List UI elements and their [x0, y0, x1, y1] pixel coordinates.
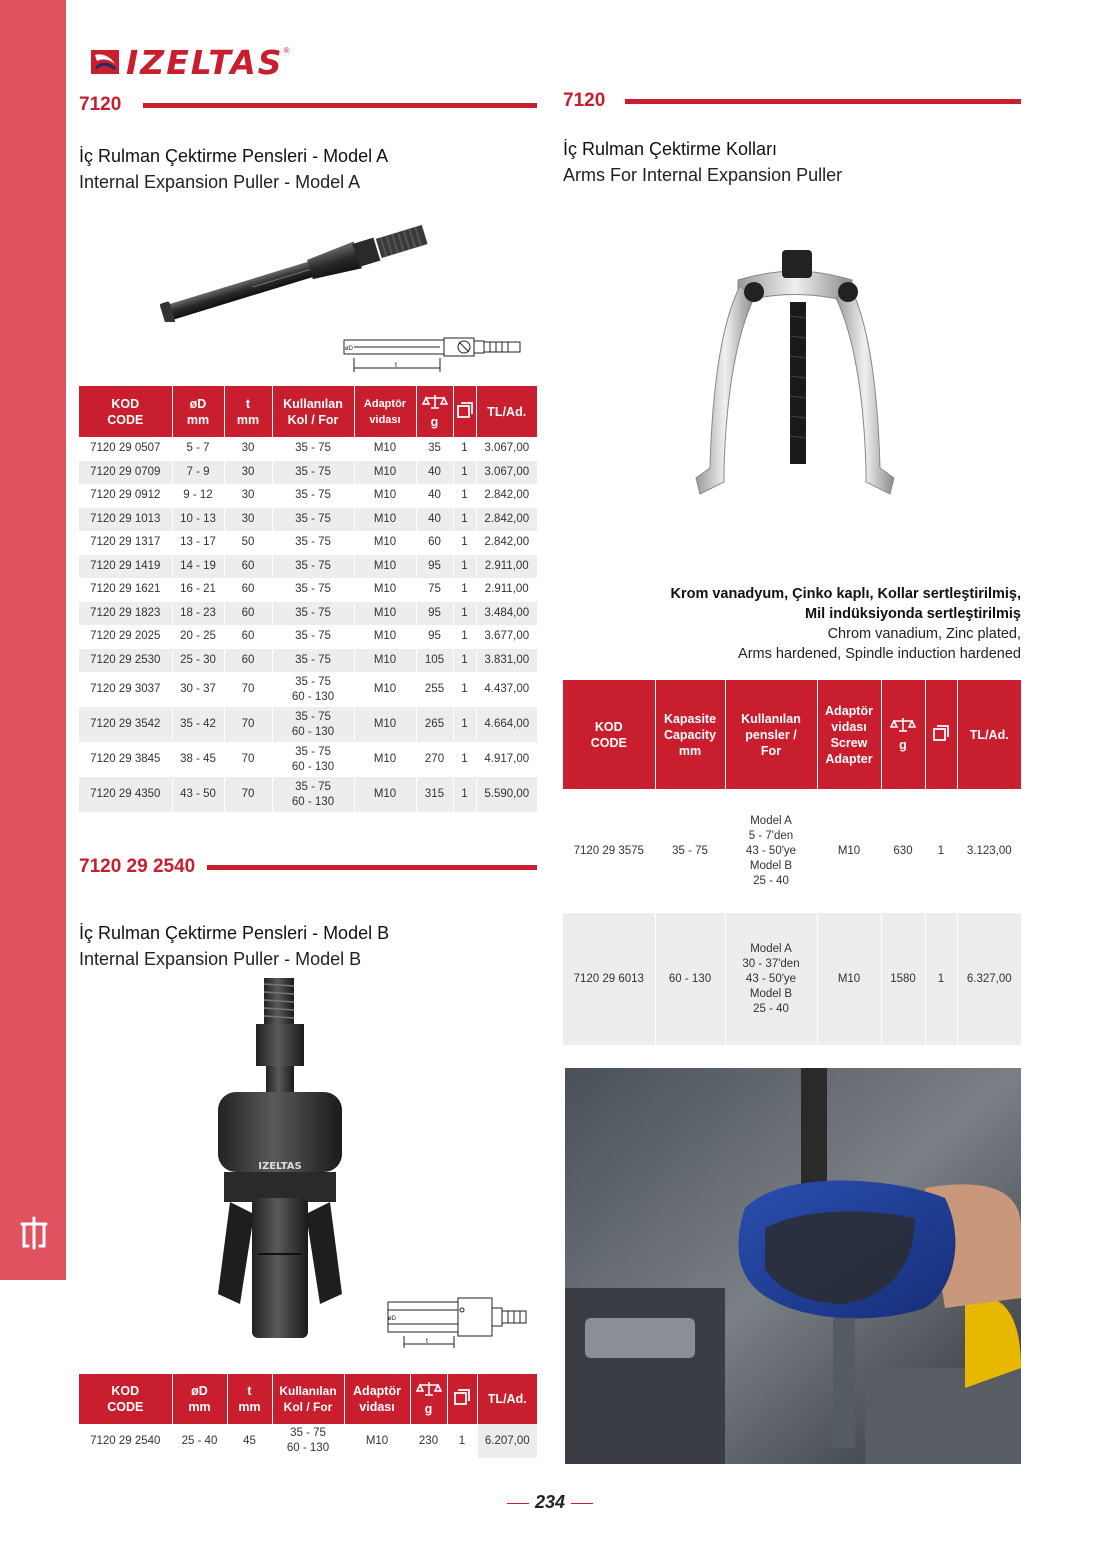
cell-od: 13 - 17: [172, 531, 224, 555]
cell-adapter: M10: [354, 742, 416, 777]
col-od: øD mm: [172, 386, 224, 437]
cell-price: 2.911,00: [476, 555, 537, 579]
col-t: t mm: [224, 386, 272, 437]
cell-code: 7120 29 1823: [79, 602, 172, 626]
cell-weight: 40: [416, 461, 453, 485]
cell-od: 25 - 30: [172, 649, 224, 673]
title-en: Arms For Internal Expansion Puller: [563, 165, 843, 185]
cell-qty: 1: [453, 461, 476, 485]
cell-adapter: M10: [354, 531, 416, 555]
cell-price: 3.067,00: [476, 437, 537, 461]
cell-weight: 255: [416, 672, 453, 707]
cell-od: 10 - 13: [172, 508, 224, 532]
page-number: [0, 1492, 1100, 1513]
table-header-row: [79, 386, 537, 437]
cell-code: 7120 29 0912: [79, 484, 172, 508]
cell-capacity: 60 - 130: [655, 913, 725, 1045]
table-row: [79, 484, 537, 508]
col-kol: Kullanılan Kol / For: [272, 386, 354, 437]
table-row: [79, 508, 537, 532]
table-row: [79, 707, 537, 742]
cell-qty: 1: [453, 742, 476, 777]
cell-qty: 1: [447, 1424, 477, 1458]
cell-adapter: M10: [354, 707, 416, 742]
cell-od: 43 - 50: [172, 777, 224, 812]
cell-weight: 105: [416, 649, 453, 673]
col-qty: [447, 1374, 477, 1424]
table-header-row: [563, 680, 1021, 789]
cell-price: 3.484,00: [476, 602, 537, 626]
table-row: [79, 578, 537, 602]
table-row: [79, 555, 537, 579]
cell-qty: 1: [453, 508, 476, 532]
cell-code: 7120 29 1419: [79, 555, 172, 579]
cell-price: 6.327,00: [957, 913, 1021, 1045]
table-row: [79, 777, 537, 812]
cell-adapter: M10: [354, 672, 416, 707]
col-capacity: Kapasite Capacity mm: [655, 680, 725, 789]
cell-price: 4.664,00: [476, 707, 537, 742]
cell-code: 7120 29 1621: [79, 578, 172, 602]
cell-t: 60: [224, 602, 272, 626]
table-row: [79, 1424, 537, 1458]
cell-price: 3.831,00: [476, 649, 537, 673]
dim-d-label: øD: [388, 1316, 396, 1322]
cell-od: 38 - 45: [172, 742, 224, 777]
col-weight: g: [881, 680, 925, 789]
cell-od: 30 - 37: [172, 672, 224, 707]
cell-kol: 35 - 75: [272, 484, 354, 508]
cell-t: 60: [224, 578, 272, 602]
title-tr: İç Rulman Çektirme Pensleri - Model B: [79, 923, 390, 943]
col-qty: [453, 386, 476, 437]
col-weight: g: [416, 386, 453, 437]
section-header-arms: [563, 90, 1021, 112]
table-row: [79, 437, 537, 461]
section-rule: [625, 99, 1021, 104]
cell-weight: 75: [416, 578, 453, 602]
table-row: [563, 789, 1021, 913]
scale-icon: [416, 1381, 442, 1397]
cell-t: 30: [224, 437, 272, 461]
section-code: 7120: [563, 90, 606, 111]
col-price: TL/Ad.: [477, 1374, 537, 1424]
cell-weight: 40: [416, 508, 453, 532]
cell-code: 7120 29 2540: [79, 1424, 172, 1458]
col-od: øD mm: [172, 1374, 227, 1424]
cell-kol: 35 - 75 60 - 130: [272, 707, 354, 742]
model-a-spec-table: [79, 386, 537, 812]
cell-adapter: M10: [354, 578, 416, 602]
cell-weight: 35: [416, 437, 453, 461]
table-row: [79, 625, 537, 649]
cell-kol: 35 - 75: [272, 555, 354, 579]
model-b-spec-table: [79, 1374, 537, 1458]
cell-code: 7120 29 1317: [79, 531, 172, 555]
box-icon: [932, 724, 950, 742]
cell-t: 30: [224, 461, 272, 485]
table-header-row: [79, 1374, 537, 1424]
col-adapter: Adaptör vidası: [344, 1374, 410, 1424]
brand-logo: [88, 44, 358, 80]
cell-t: 60: [224, 649, 272, 673]
cell-weight: 95: [416, 602, 453, 626]
cell-weight: 630: [881, 789, 925, 913]
cell-kol: 35 - 75 60 - 130: [272, 1424, 344, 1458]
cell-code: 7120 29 1013: [79, 508, 172, 532]
cell-price: 3.067,00: [476, 461, 537, 485]
brand-registered: ®: [283, 46, 290, 55]
dim-d-label: øD: [345, 346, 353, 352]
table-row: [563, 913, 1021, 1045]
cell-code: 7120 29 4350: [79, 777, 172, 812]
model-a-dimension-drawing: [340, 330, 526, 374]
cell-price: 2.842,00: [476, 508, 537, 532]
table-row: [79, 742, 537, 777]
cell-t: 70: [224, 742, 272, 777]
side-color-bar: [0, 0, 66, 1280]
cell-adapter: M10: [354, 555, 416, 579]
col-kol: Kullanılan Kol / For: [272, 1374, 344, 1424]
cell-weight: 95: [416, 625, 453, 649]
cell-code: 7120 29 2025: [79, 625, 172, 649]
section-header-model-b: [79, 856, 537, 878]
cell-qty: 1: [453, 437, 476, 461]
section-code: 7120 29 2540: [79, 856, 196, 877]
tool-brand-label: IZELTAS: [258, 1161, 302, 1172]
cell-weight: 230: [410, 1424, 447, 1458]
cell-code: 7120 29 2530: [79, 649, 172, 673]
desc-tr-1: Krom vanadyum, Çinko kaplı, Kollar sertleştirilmiş,: [670, 586, 1021, 602]
cell-t: 45: [227, 1424, 272, 1458]
cell-od: 9 - 12: [172, 484, 224, 508]
cell-weight: 95: [416, 555, 453, 579]
cell-t: 30: [224, 508, 272, 532]
scale-icon: [890, 717, 916, 733]
cell-weight: 315: [416, 777, 453, 812]
page-dash-right: [571, 1503, 593, 1505]
puller-category-icon: [18, 1216, 50, 1252]
col-adapter: Adaptör vidası Screw Adapter: [817, 680, 881, 789]
brand-mark-icon: [88, 46, 122, 78]
cell-qty: 1: [453, 777, 476, 812]
box-icon: [456, 401, 474, 419]
dim-t-label: t: [426, 1338, 428, 1345]
cell-adapter: M10: [817, 789, 881, 913]
title-tr: İç Rulman Çektirme Pensleri - Model A: [79, 146, 389, 166]
cell-price: 2.842,00: [476, 531, 537, 555]
cell-price: 3.123,00: [957, 789, 1021, 913]
cell-qty: 1: [453, 602, 476, 626]
cell-qty: 1: [453, 649, 476, 673]
cell-price: 4.437,00: [476, 672, 537, 707]
model-b-product-photo: [210, 974, 350, 1344]
cell-kol: 35 - 75 60 - 130: [272, 742, 354, 777]
cell-kol: 35 - 75: [272, 437, 354, 461]
arms-product-photo: [690, 246, 900, 498]
cell-qty: 1: [453, 625, 476, 649]
arms-description: [563, 584, 1021, 664]
title-en: Internal Expansion Puller - Model A: [79, 172, 361, 192]
cell-price: 2.911,00: [476, 578, 537, 602]
arms-spec-table: [563, 680, 1021, 1045]
cell-t: 60: [224, 555, 272, 579]
cell-t: 70: [224, 672, 272, 707]
cell-qty: 1: [453, 672, 476, 707]
cell-code: 7120 29 0709: [79, 461, 172, 485]
cell-capacity: 35 - 75: [655, 789, 725, 913]
cell-weight: 1580: [881, 913, 925, 1045]
cell-adapter: M10: [354, 461, 416, 485]
col-price: TL/Ad.: [476, 386, 537, 437]
cell-od: 7 - 9: [172, 461, 224, 485]
desc-en-1: Chrom vanadium, Zinc plated,: [827, 626, 1021, 642]
cell-weight: 265: [416, 707, 453, 742]
cell-t: 60: [224, 625, 272, 649]
cell-qty: 1: [925, 789, 957, 913]
cell-adapter: M10: [354, 649, 416, 673]
table-row: [79, 649, 537, 673]
model-a-product-photo: [150, 222, 440, 322]
cell-adapter: M10: [354, 625, 416, 649]
cell-weight: 60: [416, 531, 453, 555]
dim-t-label: t: [395, 362, 397, 369]
cell-price: 6.207,00: [477, 1424, 537, 1458]
cell-kol: 35 - 75: [272, 508, 354, 532]
title-en: Internal Expansion Puller - Model B: [79, 949, 362, 969]
cell-qty: 1: [453, 484, 476, 508]
cell-t: 50: [224, 531, 272, 555]
box-icon: [453, 1388, 471, 1406]
brand-name: IZELTAS: [126, 42, 284, 82]
cell-kol: 35 - 75 60 - 130: [272, 777, 354, 812]
desc-en-2: Arms hardened, Spindle induction hardened: [738, 646, 1021, 662]
cell-kol: 35 - 75 60 - 130: [272, 672, 354, 707]
col-weight: g: [410, 1374, 447, 1424]
col-qty: [925, 680, 957, 789]
cell-qty: 1: [453, 707, 476, 742]
cell-code: 7120 29 3845: [79, 742, 172, 777]
cell-kol: 35 - 75: [272, 602, 354, 626]
page-dash-left: [507, 1503, 529, 1505]
page-number-text: 234: [534, 1492, 566, 1512]
cell-kol: 35 - 75: [272, 625, 354, 649]
model-a-title: [79, 143, 388, 195]
table-row: [79, 461, 537, 485]
col-price: TL/Ad.: [957, 680, 1021, 789]
cell-kol: 35 - 75: [272, 649, 354, 673]
workshop-photo: [565, 1068, 1021, 1464]
cell-price: 2.842,00: [476, 484, 537, 508]
arms-title: [563, 136, 842, 188]
title-tr: İç Rulman Çektirme Kolları: [563, 139, 778, 159]
cell-od: 16 - 21: [172, 578, 224, 602]
cell-t: 70: [224, 777, 272, 812]
cell-t: 70: [224, 707, 272, 742]
cell-kol: 35 - 75: [272, 578, 354, 602]
scale-icon: [422, 394, 448, 410]
cell-adapter: M10: [354, 777, 416, 812]
table-row: [79, 672, 537, 707]
col-kod: KOD CODE: [563, 680, 655, 789]
cell-od: 14 - 19: [172, 555, 224, 579]
cell-price: 3.677,00: [476, 625, 537, 649]
col-adapter: Adaptör vidası: [354, 386, 416, 437]
section-header-model-a: [79, 94, 537, 116]
cell-qty: 1: [925, 913, 957, 1045]
desc-tr-2: Mil indüksiyonda sertleştirilmiş: [805, 606, 1021, 622]
col-t: t mm: [227, 1374, 272, 1424]
cell-adapter: M10: [354, 484, 416, 508]
cell-code: 7120 29 3542: [79, 707, 172, 742]
cell-adapter: M10: [354, 437, 416, 461]
cell-qty: 1: [453, 531, 476, 555]
col-pens: Kullanılan pensler / For: [725, 680, 817, 789]
cell-code: 7120 29 0507: [79, 437, 172, 461]
section-code: 7120: [79, 94, 122, 115]
cell-t: 30: [224, 484, 272, 508]
col-kod: KOD CODE: [79, 386, 172, 437]
cell-od: 25 - 40: [172, 1424, 227, 1458]
cell-adapter: M10: [817, 913, 881, 1045]
cell-od: 18 - 23: [172, 602, 224, 626]
section-rule: [143, 103, 537, 108]
model-b-title: [79, 920, 389, 972]
cell-od: 20 - 25: [172, 625, 224, 649]
cell-adapter: M10: [344, 1424, 410, 1458]
cell-weight: 40: [416, 484, 453, 508]
cell-adapter: M10: [354, 602, 416, 626]
table-row: [79, 602, 537, 626]
cell-code: 7120 29 3037: [79, 672, 172, 707]
model-b-dimension-drawing: [384, 1292, 530, 1348]
cell-kol: 35 - 75: [272, 461, 354, 485]
col-kod: KOD CODE: [79, 1374, 172, 1424]
cell-od: 35 - 42: [172, 707, 224, 742]
cell-weight: 270: [416, 742, 453, 777]
cell-qty: 1: [453, 555, 476, 579]
cell-code: 7120 29 6013: [563, 913, 655, 1045]
cell-od: 5 - 7: [172, 437, 224, 461]
cell-pens: Model A 5 - 7'den 43 - 50'ye Model B 25 - 40: [725, 789, 817, 913]
cell-price: 4.917,00: [476, 742, 537, 777]
cell-pens: Model A 30 - 37'den 43 - 50'ye Model B 25 - 40: [725, 913, 817, 1045]
table-row: [79, 531, 537, 555]
cell-qty: 1: [453, 578, 476, 602]
cell-price: 5.590,00: [476, 777, 537, 812]
cell-kol: 35 - 75: [272, 531, 354, 555]
cell-adapter: M10: [354, 508, 416, 532]
cell-code: 7120 29 3575: [563, 789, 655, 913]
section-rule: [207, 865, 537, 870]
